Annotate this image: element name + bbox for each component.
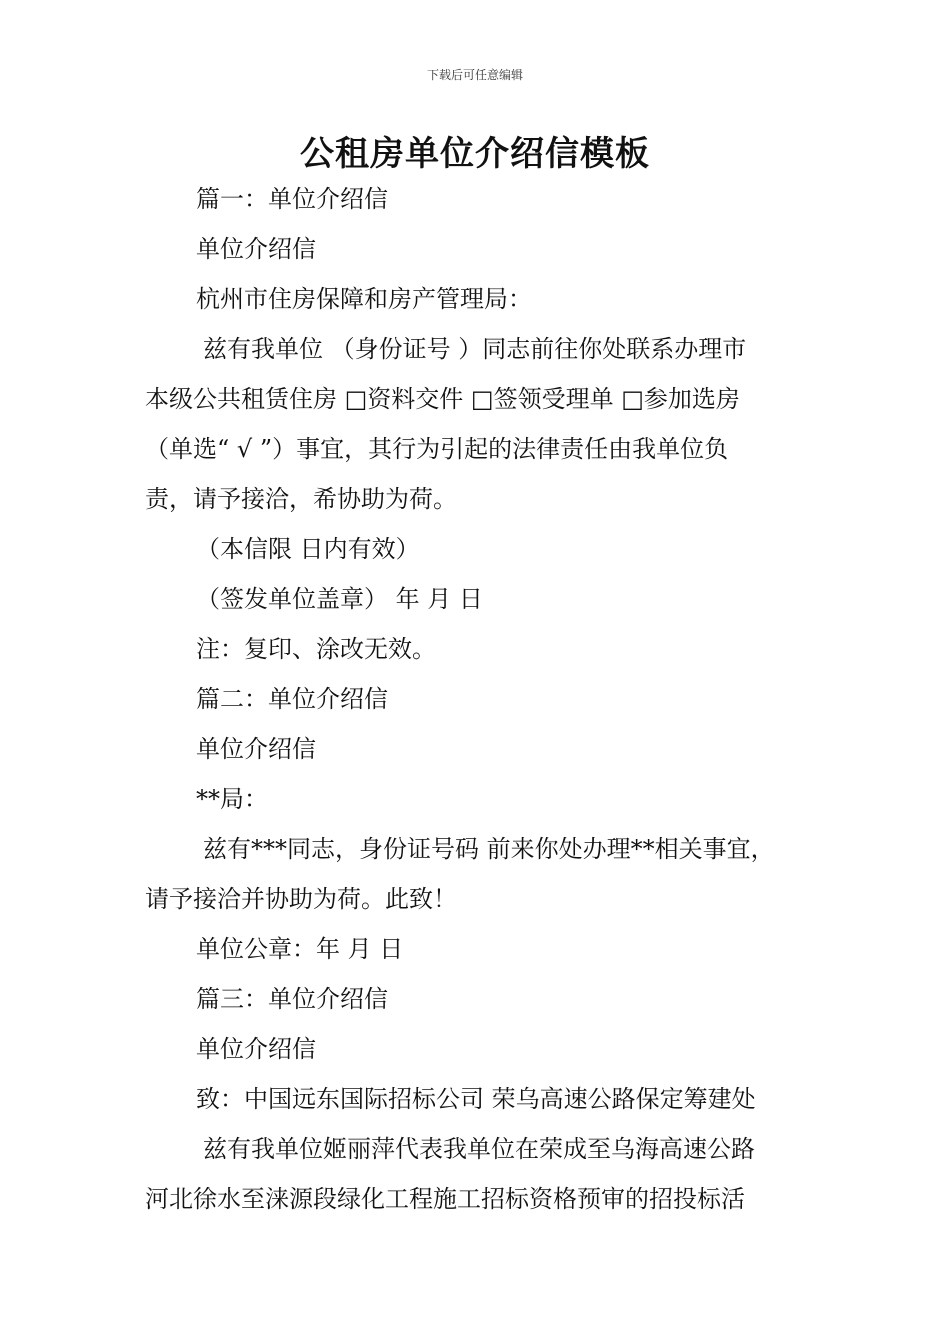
footnote: 注：复印、涂改无效。 [196,635,436,663]
signature-date-line: 单位公章：年 月 日 [196,935,404,963]
letter-heading-2: 单位介绍信 [196,735,316,763]
body-line: 兹有***同志，身份证号码 前来你处办理**相关事宜， [203,835,775,863]
page-header-note: 下载后可任意编辑 [426,68,523,82]
section-heading-2: 篇二：单位介绍信 [196,685,388,713]
recipient-3: 致：中国远东国际招标公司 荣乌高速公路保定筹建处 [196,1085,756,1113]
body-line: 兹有我单位 （身份证号 ）同志前往你处联系办理市 [203,335,747,363]
recipient-1: 杭州市住房保障和房产管理局： [196,285,532,313]
letter-heading-3: 单位介绍信 [196,1035,316,1063]
body-line: 兹有我单位姬丽萍代表我单位在荣成至乌海高速公路 [203,1135,755,1163]
section-heading-1: 篇一：单位介绍信 [196,185,388,213]
validity-note: （本信限 日内有效） [196,535,420,563]
body-line: 河北徐水至涞源段绿化工程施工招标资格预审的招投标活 [145,1185,745,1213]
body-line: 请予接洽并协助为荷。此致！ [145,885,457,913]
recipient-2: **局： [196,785,268,813]
body-line: 本级公共租赁住房 □资料交件 □签领受理单 □参加选房 [145,385,740,413]
signature-date-line: （签发单位盖章） 年 月 日 [196,585,483,613]
body-line: （单选“ √ ”）事宜，其行为引起的法律责任由我单位负 [145,435,729,463]
document-title: 公租房单位介绍信模板 [300,134,650,174]
section-heading-3: 篇三：单位介绍信 [196,985,388,1013]
letter-heading-1: 单位介绍信 [196,235,316,263]
body-line: 责，请予接洽，希协助为荷。 [145,485,457,513]
